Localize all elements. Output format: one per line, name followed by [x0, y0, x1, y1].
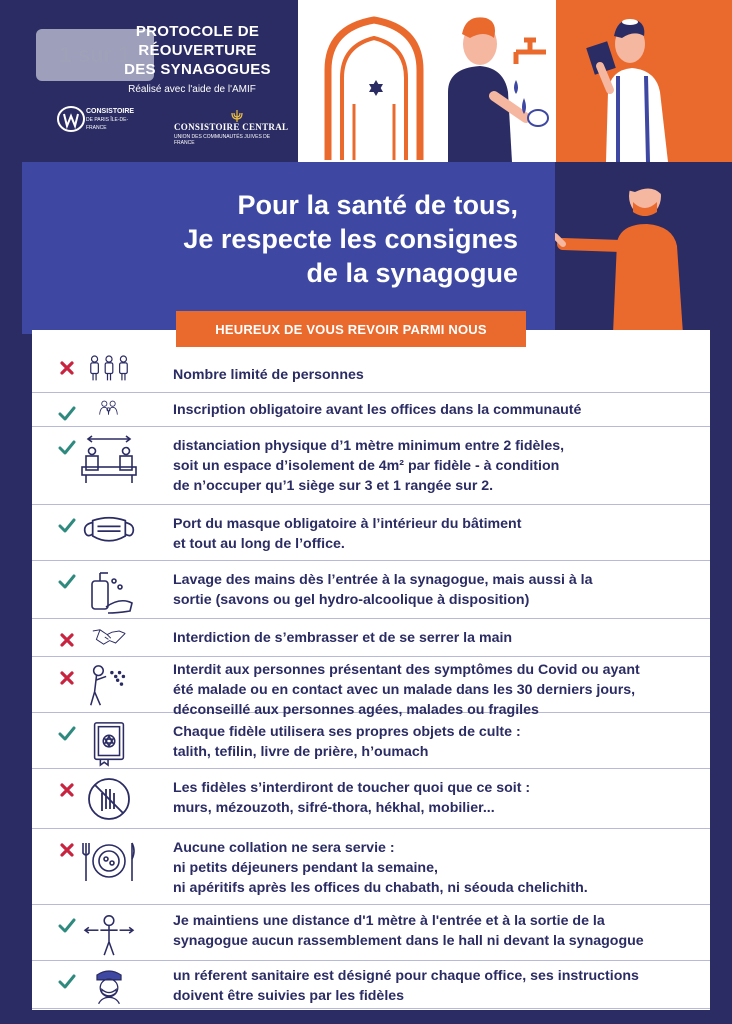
header-illustration-block	[298, 0, 556, 162]
person-distance-icon	[80, 911, 138, 963]
title-panel-side	[555, 162, 710, 334]
rule-row	[32, 505, 710, 561]
rule-text	[173, 400, 581, 420]
no-touch-icon	[80, 775, 138, 829]
handshake-icon	[80, 625, 138, 659]
cross-icon	[58, 841, 76, 859]
check-icon	[58, 439, 76, 457]
cross-icon	[58, 359, 76, 377]
protocol-title	[110, 22, 285, 79]
rule-text-line: Je maintiens une distance d'1 mètre à l'entrée et à la sortie de la	[173, 913, 605, 929]
rule-text	[173, 838, 588, 898]
meal-plate-icon	[80, 835, 138, 889]
consistoire-central-name: CONSISTOIRE CENTRAL	[174, 122, 289, 132]
rule-row	[32, 657, 710, 718]
check-icon	[58, 573, 76, 591]
face-mask-icon	[80, 511, 138, 563]
rule-text	[173, 778, 530, 818]
rule-text	[173, 514, 521, 554]
rule-text-line: ni apéritifs après les offices du chabath, ni séouda chelichith.	[173, 880, 588, 896]
consistoire-paris-emblem-icon	[56, 104, 86, 134]
rule-text-line: synagogue aucun rassemblement dans le hall ni devant la synagogue	[173, 933, 644, 949]
cross-icon	[58, 669, 76, 687]
rule-text-line: Chaque fidèle utilisera ses propres objets de culte :	[173, 724, 521, 740]
rule-text	[173, 722, 521, 762]
rule-text-line: de n’occuper qu’1 siège sur 3 et 1 rangée sur 2.	[173, 478, 494, 494]
cross-icon	[58, 631, 76, 649]
rule-text-line: Aucune collation ne sera servie :	[173, 840, 395, 856]
rule-text	[173, 365, 364, 385]
rule-row	[32, 619, 710, 657]
rule-text-line: Les fidèles s’interdiront de toucher quoi que ce soit :	[173, 780, 531, 796]
rule-text-line: Interdit aux personnes présentant des symptômes du Covid ou ayant	[173, 662, 640, 678]
rule-text-line: murs, mézouzoth, sifré-thora, hékhal, mobilier...	[173, 800, 495, 816]
protocol-subtitle: Réalisé avec l'aide de l'AMIF	[128, 84, 256, 95]
rule-text-line: Interdiction de s’embrasser et de se serrer la main	[173, 630, 513, 646]
rule-text-line: été malade ou en contact avec un malade dans les 30 derniers jours,	[173, 682, 636, 698]
header-orange-block	[556, 0, 732, 162]
rule-row	[32, 561, 710, 619]
page-indicator-badge: 1 sur 1	[36, 29, 154, 81]
rule-text	[173, 436, 564, 496]
rule-text	[173, 966, 639, 1006]
rule-text-line: doivent être suivies par les fidèles	[173, 988, 405, 1004]
rule-row	[32, 769, 710, 829]
consistoire-paris-logo-text	[86, 108, 146, 132]
logo-text-line: CONSISTOIRE	[86, 108, 135, 115]
people-group-icon	[80, 353, 138, 395]
pointing-woman-illustration	[555, 162, 710, 334]
rule-row	[32, 829, 710, 905]
rule-text	[173, 660, 640, 720]
rule-text-line: déconseillé aux personnes agées, malades ou fragiles	[173, 702, 539, 718]
rule-text	[173, 911, 644, 951]
rule-row	[32, 713, 710, 769]
protocol-title-line: DES SYNAGOGUES	[124, 61, 271, 78]
rule-text	[173, 570, 593, 610]
prayer-book-icon	[80, 719, 138, 771]
rule-text-line: distanciation physique d’1 mètre minimum entre 2 fidèles,	[173, 438, 565, 454]
consistoire-central-subtitle: UNION DES COMMUNAUTÉS JUIVES DE FRANCE	[174, 134, 271, 146]
rule-text-line: talith, tefilin, livre de prière, h’oumach	[173, 744, 429, 760]
rule-text-line: Lavage des mains dès l’entrée à la synagogue, mais aussi à la	[173, 572, 593, 588]
family-icon	[80, 399, 138, 429]
rule-text-line: soit un espace d’isolement de 4m² par fidèle - à condition	[173, 458, 560, 474]
rule-text	[173, 628, 512, 648]
check-icon	[58, 405, 76, 423]
check-icon	[58, 973, 76, 991]
cross-icon	[58, 781, 76, 799]
main-title-line: Je respecte les consignes	[183, 224, 518, 254]
rule-row	[32, 393, 710, 427]
main-title-line: Pour la santé de tous,	[237, 190, 518, 220]
hand-wash-icon	[80, 567, 138, 621]
consistoire-paris-logo	[56, 104, 146, 142]
main-title	[90, 188, 518, 290]
rule-text-line: ni petits déjeuners pendant la semaine,	[173, 860, 438, 876]
rule-row	[32, 961, 710, 1009]
rule-text-line: Port du masque obligatoire à l’intérieur du bâtiment	[173, 516, 522, 532]
distancing-seats-icon	[80, 433, 138, 487]
rule-text-line: Nombre limité de personnes	[173, 367, 364, 383]
synagogue-handwash-illustration	[298, 0, 556, 162]
logo-text-line: DE PARIS ÎLE-DE-FRANCE	[86, 117, 129, 131]
reading-man-illustration	[556, 0, 732, 162]
check-icon	[58, 517, 76, 535]
rule-row	[32, 347, 710, 393]
sneezing-person-icon	[80, 663, 138, 715]
check-icon	[58, 917, 76, 935]
main-title-line: de la synagogue	[306, 258, 518, 288]
protocol-title-line: RÉOUVERTURE	[138, 42, 257, 59]
rule-text-line: sortie (savons ou gel hydro-alcoolique à disposition)	[173, 592, 530, 608]
consistoire-central-logo	[170, 108, 290, 144]
check-icon	[58, 725, 76, 743]
rule-text-line: et tout au long de l’office.	[173, 536, 345, 552]
welcome-banner: HEUREUX DE VOUS REVOIR PARMI NOUS	[176, 311, 526, 347]
rule-text-line: Inscription obligatoire avant les offices dans la communauté	[173, 402, 582, 418]
rule-row	[32, 905, 710, 961]
rule-text-line: un réferent sanitaire est désigné pour chaque office, ses instructions	[173, 968, 639, 984]
header	[0, 0, 732, 162]
health-referent-icon	[80, 967, 138, 1011]
rule-row	[32, 427, 710, 505]
protocol-title-line: PROTOCOLE DE	[135, 23, 260, 40]
